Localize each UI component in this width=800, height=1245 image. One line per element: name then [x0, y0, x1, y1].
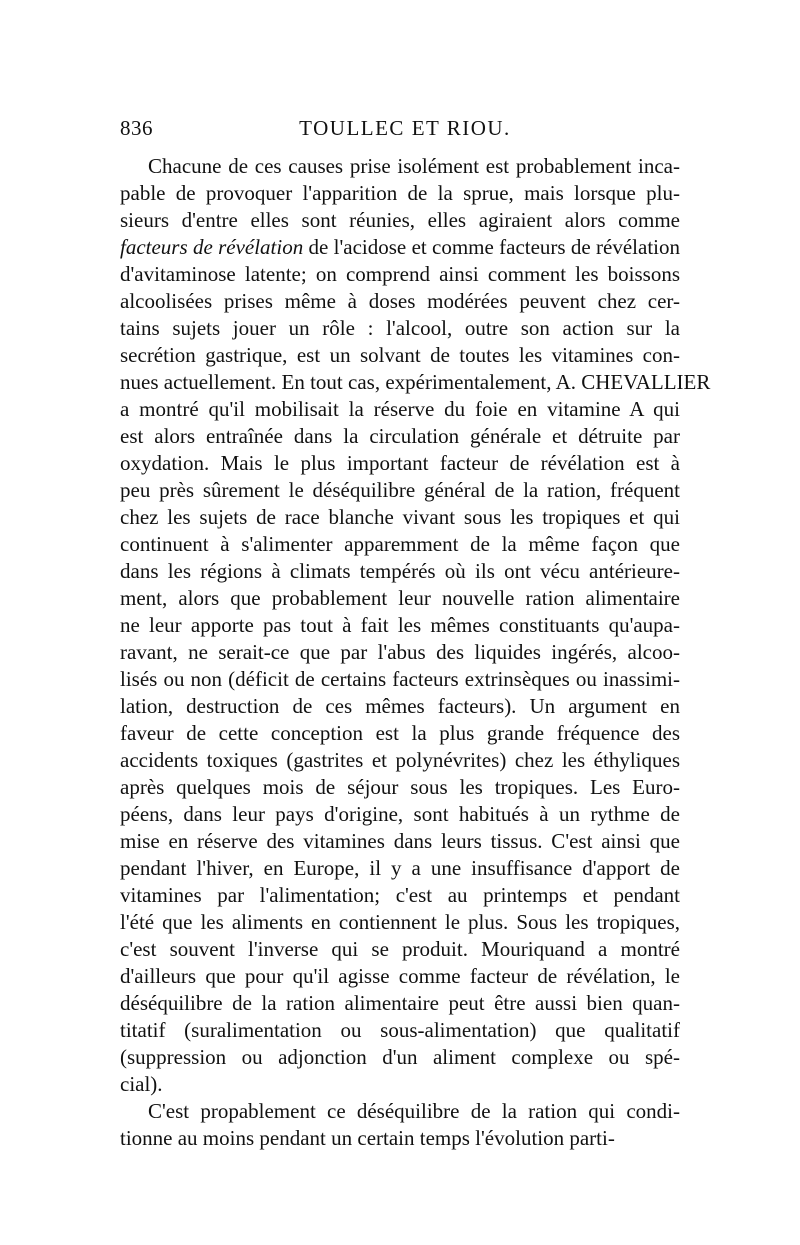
text-line: dans les régions à climats tempérés où ils ont vécu antérieure- — [120, 559, 680, 583]
text-line: nues actuellement. En tout cas, expérimentalement, A. CHEVALLIER — [120, 370, 711, 394]
text-line: ravant, ne serait-ce que par l'abus des liquides ingérés, alcoo- — [120, 640, 680, 664]
text-line: Chacune de ces causes prise isolément est probablement inca- — [148, 154, 680, 178]
page-header — [120, 116, 690, 146]
text-line: ne leur apporte pas tout à fait les mêmes constituants qu'aupa- — [120, 613, 680, 637]
text-line: tionne au moins pendant un certain temps l'évolution parti- — [120, 1126, 615, 1150]
text-line: accidents toxiques (gastrites et polynévrites) chez les éthyliques — [120, 748, 680, 772]
text-line: d'avitaminose latente; on comprend ainsi comment les boissons — [120, 262, 680, 286]
text-line: péens, dans leur pays d'origine, sont habitués à un rythme de — [120, 802, 680, 826]
running-head: TOULLEC ET RIOU. — [299, 116, 511, 140]
text-line: secrétion gastrique, est un solvant de toutes les vitamines con- — [120, 343, 680, 367]
text-line: après quelques mois de séjour sous les tropiques. Les Euro- — [120, 775, 680, 799]
text-line: chez les sujets de race blanche vivant sous les tropiques et qui — [120, 505, 680, 529]
paragraph-2 — [120, 1098, 680, 1152]
text-line: (suppression ou adjonction d'un aliment complexe ou spé- — [120, 1045, 680, 1069]
text-line: est alors entraînée dans la circulation générale et détruite par — [120, 424, 680, 448]
text-line: sieurs d'entre elles sont réunies, elles agiraient alors comme — [120, 208, 680, 232]
text-line: déséquilibre de la ration alimentaire peut être aussi bien quan- — [120, 991, 680, 1015]
text-line: mise en réserve des vitamines dans leurs tissus. C'est ainsi que — [120, 829, 680, 853]
text-fragment: de l'acidose et comme facteurs de révélation — [303, 235, 680, 259]
text-line: alcoolisées prises même à doses modérées peuvent chez cer- — [120, 289, 680, 313]
text-line: pendant l'hiver, en Europe, il y a une insuffisance d'apport de — [120, 856, 680, 880]
text-line: lation, destruction de ces mêmes facteurs). Un argument en — [120, 694, 680, 718]
body-text — [120, 153, 711, 1152]
text-line: ment, alors que probablement leur nouvelle ration alimentaire — [120, 586, 680, 610]
text-line: titatif (suralimentation ou sous-alimentation) que qualitatif — [120, 1018, 680, 1042]
text-line: cial). — [120, 1072, 163, 1096]
text-line: tains sujets jouer un rôle : l'alcool, outre son action sur la — [120, 316, 680, 340]
text-line: faveur de cette conception est la plus grande fréquence des — [120, 721, 680, 745]
page-number: 836 — [120, 116, 153, 140]
text-line: d'ailleurs que pour qu'il agisse comme facteur de révélation, le — [120, 964, 680, 988]
text-line: l'été que les aliments en contiennent le plus. Sous les tropiques, — [120, 910, 680, 934]
text-line: C'est propablement ce déséquilibre de la ration qui condi- — [148, 1099, 680, 1123]
text-line: oxydation. Mais le plus important facteur de révélation est à — [120, 451, 680, 475]
emphasis-text: facteurs de révélation — [120, 235, 304, 259]
text-line: peu près sûrement le déséquilibre général de la ration, fréquent — [120, 478, 680, 502]
text-line: lisés ou non (déficit de certains facteurs extrinsèques ou inassimi- — [120, 667, 680, 691]
text-line: c'est souvent l'inverse qui se produit. Mouriquand a montré — [120, 937, 680, 961]
text-line: a montré qu'il mobilisait la réserve du foie en vitamine A qui — [120, 397, 680, 421]
text-line: continuent à s'alimenter apparemment de la même façon que — [120, 532, 680, 556]
text-line — [120, 234, 680, 261]
text-line: vitamines par l'alimentation; c'est au printemps et pendant — [120, 883, 680, 907]
text-line: pable de provoquer l'apparition de la sprue, mais lorsque plu- — [120, 181, 680, 205]
paragraph-1 — [120, 153, 711, 1098]
